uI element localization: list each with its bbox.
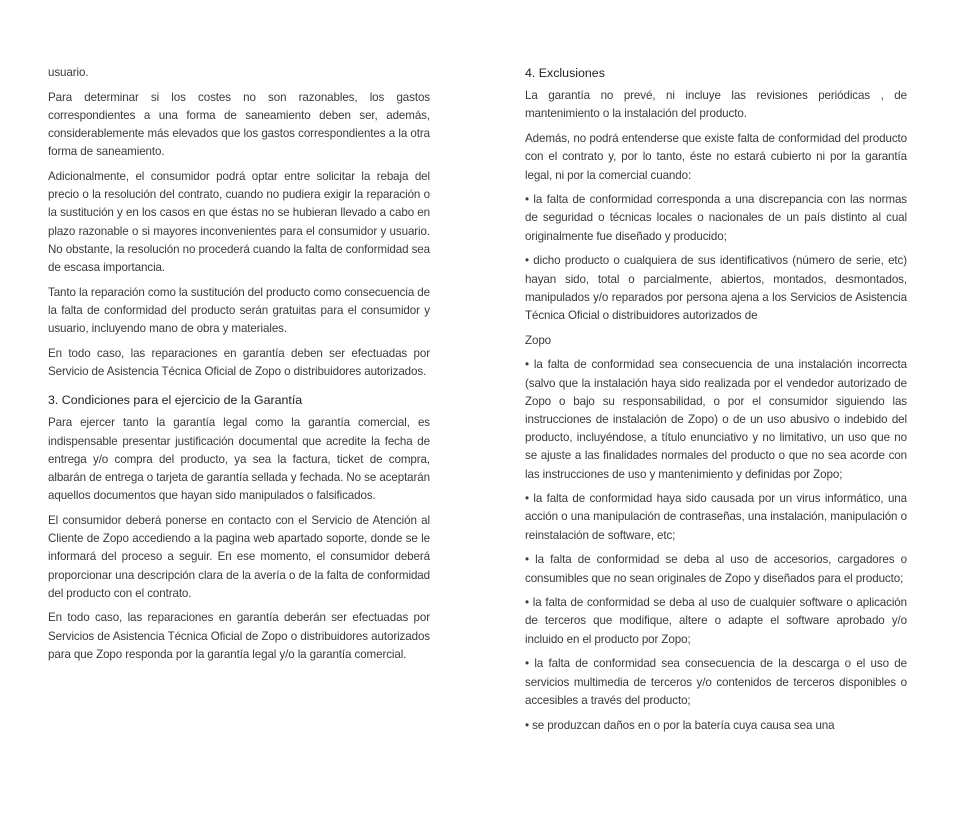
paragraph: Además, no podrá entenderse que existe falta de conformidad del producto con el contrato y, por lo tanto, éste no estará cubierto ni por la garantía legal, ni por la comercial cuando: [525,132,907,182]
paragraph: Adicionalmente, el consumidor podrá optar entre solicitar la rebaja del precio o la resolución del contrato, cuando no pudiera exigir la reparación o la sustitución y en los casos en que éstas no se hubieran llevado a cabo en plazo razonable o si mayores inconvenientes para el consumidor y usuario. No obstante, la resolución no procederá cuando la falta de conformidad sea de escasa importancia. [48,170,430,275]
bullet-text: dicho producto o cualquiera de sus identificativos (número de serie, etc) hayan sido, total o parcialmente, abiertos, montados, desmontados, manipulados y/o reparados por persona ajena a los Servicios de Asistencia Técnica Oficial o distribuidores autorizados de [525,254,907,322]
right-page-column [525,64,907,741]
paragraph: Para ejercer tanto la garantía legal como la garantía comercial, es indispensable presentar justificación documental que acredite la fecha de entrega y/o compra del producto, ya sea la factura, ticket de compra, albarán de entrega o tarjeta de garantía sellada y fechada. No se aceptarán aquellos documentos que hayan sido manipulados o falsificados. [48,416,430,503]
section-heading-conditions: 3. Condiciones para el ejercicio de la Garantía [48,393,303,408]
bullet-item [525,655,907,710]
bullet-text: la falta de conformidad se deba al uso de cualquier software o aplicación de terceros que modifique, altere o adapte el software aprobado y/o incluido en el producto por Zopo; [525,596,907,646]
bullet-item [525,594,907,649]
paragraph: Para determinar si los costes no son razonables, los gastos correspondientes a una forma de saneamiento deben ser, además, considerablemente más elevados que los gastos correspondientes a la otra forma de saneamiento. [48,90,430,159]
bullet-text: la falta de conformidad sea consecuencia de una instalación incorrecta (salvo que la instalación haya sido realizada por el vendedor autorizado de Zopo o bajo su responsabilidad, o por el consumidor siguiendo las instrucciones de instalación de Zopo) o de un uso abusivo o indebido del producto, incluyéndose, a título enunciativo y no limitativo, un uso que no se ajuste a las finalidades normales del producto o que no sea acorde con las instrucciones de uso y mantenimiento y definidas por Zopo; [525,358,907,481]
paragraph: En todo caso, las reparaciones en garantía deberán ser efectuadas por Servicios de Asistencia Técnica Oficial de Zopo o distribuidores autorizados para que Zopo responda por la garantía legal y/o la garantía comercial. [48,611,430,661]
bullet-item [525,191,907,246]
paragraph: Tanto la reparación como la sustitución del producto como consecuencia de la falta de conformidad del producto serán gratuitas para el consumidor y usuario, incluyendo mano de obra y materiales. [48,285,430,336]
bullet-item [525,252,907,325]
paragraph: En todo caso, las reparaciones en garantía deben ser efectuadas por Servicio de Asistencia Técnica Oficial de Zopo o distribuidores autorizados. [48,346,430,379]
bullet-item [525,356,907,483]
bullet-text: la falta de conformidad se deba al uso de accesorios, cargadores o consumibles que no sean originales de Zopo y diseñados para el producto; [525,553,907,585]
left-page-column [48,64,430,671]
bullet-item [525,551,907,587]
section-heading-exclusions: 4. Exclusiones [525,66,605,80]
paragraph: usuario. [48,66,89,79]
paragraph: El consumidor deberá ponerse en contacto con el Servicio de Atención al Cliente de Zopo accediendo a la pagina web apartado soporte, donde se le informará del proceso a seguir. En ese momento, el consumidor deberá proporcionar una descripción clara de la avería o de la falta de conformidad del producto con el contrato. [48,513,430,600]
bullet-item [525,490,907,545]
bullet-text: la falta de conformidad haya sido causada por un virus informático, una acción o una manipulación de contraseñas, una instalación, manipulación o reinstalación de software, etc; [525,492,907,542]
paragraph: La garantía no prevé, ni incluye las revisiones periódicas , de mantenimiento o la instalación del producto. [525,89,907,121]
bullet-text: se produzcan daños en o por la batería cuya causa sea una [532,718,835,732]
paragraph: Zopo [525,333,552,347]
bullet-text: la falta de conformidad corresponda a una discrepancia con las normas de seguridad o técnicas locales o nacionales de un país distinto al cual originalmente fue diseñado y producido; [525,193,907,243]
bullet-item [525,717,907,735]
bullet-text: la falta de conformidad sea consecuencia de la descarga o el uso de servicios multimedia de terceros y/o contenidos de terceros disponibles o accesibles a través del producto; [525,657,907,707]
